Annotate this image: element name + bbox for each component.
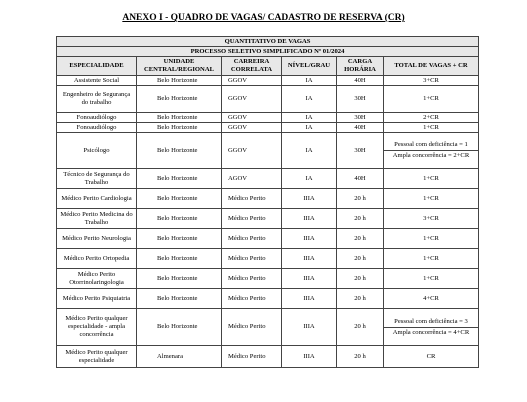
cell-nivel: IIIA [282,289,337,309]
cell-nivel: IIIA [282,309,337,346]
cell-carga: 20 h [337,309,384,346]
cell-nivel: IIIA [282,249,337,269]
cell-especialidade: Assistente Social [57,76,137,86]
cell-carga: 20 h [337,209,384,229]
cell-carreira: AGOV [222,169,282,189]
table-title: QUANTITATIVO DE VAGAS [57,37,479,47]
cell-unidade: Belo Horizonte [137,269,222,289]
cell-especialidade: Médico Perito Medicina do Trabalho [57,209,137,229]
table-row [57,189,479,209]
table-row [57,229,479,249]
cell-total-ampla: Ampla concorrência = 4+CR [392,328,470,336]
col-header-carreira: CARREIRA CORRELATA [222,57,282,76]
cell-carga: 40H [337,169,384,189]
document-title [0,13,527,23]
cell-total: 1+CR [384,189,479,209]
cell-carga: 30H [337,113,384,123]
cell-total: 1+CR [384,249,479,269]
table-body [57,76,479,368]
cell-carga: 20 h [337,269,384,289]
cell-carga: 20 h [337,289,384,309]
cell-total: 3+CR [384,76,479,86]
cell-unidade: Belo Horizonte [137,133,222,169]
vacancy-table [56,36,479,368]
table-row [57,169,479,189]
cell-carga: 20 h [337,249,384,269]
cell-carreira: Médico Perito [222,249,282,269]
cell-carreira: Médico Perito [222,309,282,346]
cell-carreira: Médico Perito [222,289,282,309]
cell-carreira: Médico Perito [222,189,282,209]
table-row [57,309,479,346]
cell-carreira: GGOV [222,133,282,169]
cell-total-pcd: Pessoal com deficiência = 3 [384,317,478,328]
cell-carreira: Médico Perito [222,209,282,229]
cell-especialidade: Médico Perito Cardiologia [57,189,137,209]
cell-carreira: GGOV [222,76,282,86]
table-row [57,123,479,133]
col-header-carga: CARGA HORÁRIA [337,57,384,76]
cell-total: CR [384,346,479,368]
cell-especialidade: Médico Perito Otorrinolaringologia [57,269,137,289]
cell-total: 1+CR [384,86,479,113]
table-row [57,113,479,123]
cell-total: 1+CR [384,123,479,133]
cell-unidade: Belo Horizonte [137,169,222,189]
cell-especialidade: Médico Perito Psiquiatria [57,289,137,309]
cell-nivel: IA [282,86,337,113]
table-row [57,209,479,229]
cell-unidade: Belo Horizonte [137,123,222,133]
cell-carreira: GGOV [222,113,282,123]
cell-nivel: IIIA [282,269,337,289]
document-title-text: ANEXO I - QUADRO DE VAGAS/ CADASTRO DE RESERVA (CR) [122,13,405,23]
col-header-unidade: UNIDADE CENTRAL/REGIONAL [137,57,222,76]
cell-especialidade: Médico Perito Neurologia [57,229,137,249]
cell-unidade: Belo Horizonte [137,76,222,86]
cell-unidade: Belo Horizonte [137,113,222,123]
cell-carreira: GGOV [222,86,282,113]
cell-unidade: Belo Horizonte [137,86,222,113]
cell-unidade: Belo Horizonte [137,289,222,309]
cell-carreira: GGOV [222,123,282,133]
table-row [57,76,479,86]
table-subtitle: PROCESSO SELETIVO SIMPLIFICADO Nº 01/2024 [57,47,479,57]
cell-especialidade: Técnico de Segurança do Trabalho [57,169,137,189]
cell-especialidade: Médico Perito qualquer especialidade [57,346,137,368]
cell-nivel: IA [282,133,337,169]
cell-especialidade: Fonoaudiólogo [57,123,137,133]
cell-total: 2+CR [384,113,479,123]
cell-total: 1+CR [384,229,479,249]
cell-unidade: Belo Horizonte [137,309,222,346]
cell-carga: 30H [337,86,384,113]
cell-total: 3+CR [384,209,479,229]
cell-nivel: IA [282,113,337,123]
cell-especialidade: Fonoaudiólogo [57,113,137,123]
cell-nivel: IIIA [282,209,337,229]
cell-unidade: Belo Horizonte [137,209,222,229]
cell-carga: 20 h [337,189,384,209]
cell-unidade: Belo Horizonte [137,229,222,249]
cell-nivel: IA [282,76,337,86]
col-header-especialidade: ESPECIALIDADE [57,57,137,76]
cell-unidade: Belo Horizonte [137,189,222,209]
table-row [57,86,479,113]
cell-carga: 20 h [337,346,384,368]
cell-total: 1+CR [384,169,479,189]
cell-nivel: IIIA [282,346,337,368]
cell-especialidade: Psicólogo [57,133,137,169]
cell-total-ampla: Ampla concorrência = 2+CR [392,152,470,159]
cell-nivel: IIIA [282,189,337,209]
cell-carreira: Médico Perito [222,229,282,249]
cell-nivel: IA [282,169,337,189]
cell-total-pcd: Pessoal com deficiência = 1 [384,140,478,151]
table-row [57,133,479,169]
cell-total [384,309,479,346]
cell-especialidade: Médico Perito Ortopedia [57,249,137,269]
cell-total: 1+CR [384,269,479,289]
table-row [57,346,479,368]
cell-carreira: Médico Perito [222,346,282,368]
cell-especialidade: Engenheiro de Segurança do trabalho [57,86,137,113]
table-row [57,289,479,309]
cell-carga: 40H [337,76,384,86]
cell-total: 4+CR [384,289,479,309]
cell-unidade: Belo Horizonte [137,249,222,269]
cell-carga: 20 h [337,229,384,249]
cell-total [384,133,479,169]
col-header-nivel: NÍVEL/GRAU [282,57,337,76]
cell-carga: 40H [337,123,384,133]
cell-carreira: Médico Perito [222,269,282,289]
cell-nivel: IIIA [282,229,337,249]
cell-unidade: Almenara [137,346,222,368]
cell-carga: 30H [337,133,384,169]
table-row [57,269,479,289]
cell-especialidade: Médico Perito qualquer especialidade - ampla concorrência [57,309,137,346]
table-row [57,249,479,269]
col-header-total: TOTAL DE VAGAS + CR [384,57,479,76]
cell-nivel: IA [282,123,337,133]
